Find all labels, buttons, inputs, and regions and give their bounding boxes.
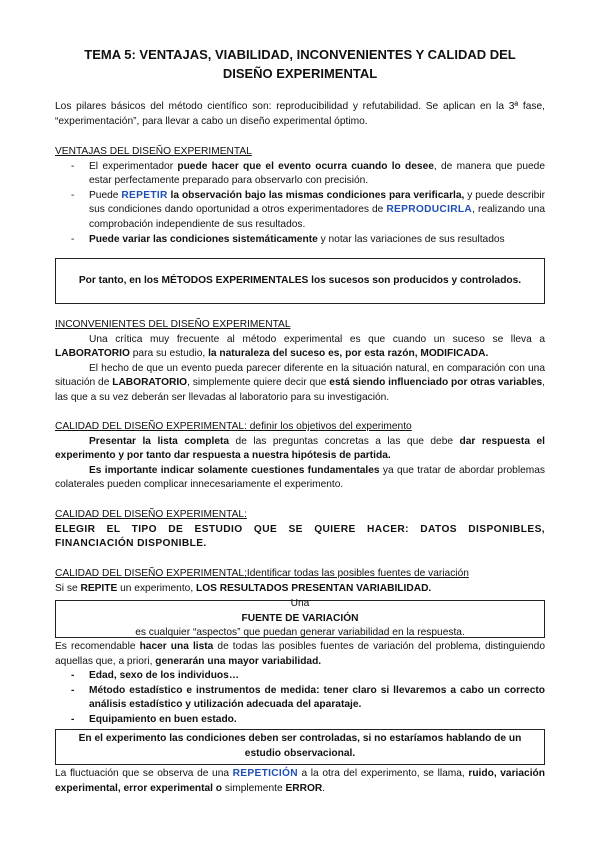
definition-box bbox=[55, 600, 545, 638]
calidad-objetivos-paragraph-2: Es importante indicar solamente cuestiones fundamentales ya que tratar de abordar problemas colaterales pueden complicar innecesariamente el experimento. bbox=[55, 464, 545, 491]
inconvenientes-paragraph-2: El hecho de que un evento pueda parecer diferente en la situación natural, en comparación con una situación de LABORATORIO, simplemente quiere decir que está siendo influenciado por otras variables, las que a su vez deberán ser llevadas al laboratorio para su investigación. bbox=[55, 362, 546, 403]
ventajas-list bbox=[55, 160, 545, 248]
calidad-variacion-section bbox=[55, 567, 545, 596]
inconvenientes-section bbox=[55, 318, 545, 406]
warning-box bbox=[55, 729, 545, 765]
final-paragraph: La fluctuación que se observa de una REPETICIÓN a la otra del experimento, se llama, ruido, variación experimental, error experimental o simplemente ERROR. bbox=[55, 768, 545, 794]
list-item: - Edad, sexo de los individuos… bbox=[55, 669, 545, 684]
fuentes-variacion-section bbox=[55, 640, 545, 728]
fuentes-variacion-list bbox=[55, 669, 545, 727]
fuentes-variacion-paragraph: Es recomendable hacer una lista de todas las posibles fuentes de variación del problema, distinguiendo aquellas que, a priori, generarán una mayor variabilidad. bbox=[55, 641, 545, 667]
ventajas-section bbox=[55, 145, 545, 247]
title-line-2: DISEÑO EXPERIMENTAL bbox=[222, 66, 378, 81]
warning-text: En el experimento las condiciones deben ser controladas, si no estaríamos hablando de un estudio observacional. bbox=[78, 733, 522, 759]
calidad-estudio-section bbox=[55, 508, 545, 552]
definition-text: Una FUENTE DE VARIACIÓN es cualquier “aspectos” que puedan generar variabilidad en la respuesta. bbox=[135, 598, 465, 639]
calidad-estudio-text: ELEGIR EL TIPO DE ESTUDIO QUE SE QUIERE HACER: DATOS DISPONIBLES, FINANCIACIÓN DISPONIBLE. bbox=[55, 523, 545, 550]
list-item: - El experimentador puede hacer que el evento ocurra cuando lo desee, de manera que puede estar perfectamente preparado para observarlo con precisión. bbox=[55, 160, 545, 189]
calidad-estudio-heading: CALIDAD DEL DISEÑO EXPERIMENTAL: bbox=[55, 509, 247, 520]
inconvenientes-heading: INCONVENIENTES DEL DISEÑO EXPERIMENTAL bbox=[55, 319, 291, 330]
ventajas-heading: VENTAJAS DEL DISEÑO EXPERIMENTAL bbox=[55, 146, 252, 157]
calidad-variacion-line: Si se REPITE un experimento, LOS RESULTADOS PRESENTAN VARIABILIDAD. bbox=[55, 582, 432, 594]
conclusion-text: Por tanto, en los MÉTODOS EXPERIMENTALES los sucesos son producidos y controlados. bbox=[78, 274, 522, 286]
calidad-variacion-heading: CALIDAD DEL DISEÑO EXPERIMENTAL;Identificar todas las posibles fuentes de variación bbox=[55, 568, 469, 579]
calidad-objetivos-heading: CALIDAD DEL DISEÑO EXPERIMENTAL: definir los objetivos del experimento bbox=[55, 421, 412, 432]
calidad-objetivos-paragraph-1: Presentar la lista completa de las preguntas concretas a las que debe dar respuesta el experimento y por tanto dar respuesta a nuestra hipótesis de partida. bbox=[55, 435, 545, 462]
list-item: - Equipamiento en buen estado. bbox=[55, 713, 545, 728]
calidad-objetivos-section bbox=[55, 420, 545, 493]
title-line-1: TEMA 5: VENTAJAS, VIABILIDAD, INCONVENIENTES Y CALIDAD DEL bbox=[84, 47, 516, 62]
inconvenientes-paragraph-1: Una crítica muy frecuente al método experimental es que cuando un suceso se lleva a LABORATORIO para su estudio, la naturaleza del suceso es, por esta razón, MODIFICADA. bbox=[55, 333, 545, 360]
list-item: - Método estadístico e instrumentos de medida: tener claro si llevaremos a cabo un correcto análisis estadístico y utilización adecuada del aparataje. bbox=[55, 684, 545, 713]
list-item: - Puede REPETIR la observación bajo las mismas condiciones para verificarla, y puede describir sus condiciones dando oportunidad a otros experimentadores de REPRODUCIRLA, realizando una comprobación independiente de sus resultados. bbox=[55, 189, 545, 233]
page-title bbox=[40, 45, 560, 83]
intro-paragraph: Los pilares básicos del método científico son: reproducibilidad y refutabilidad. Se aplican en la 3ª fase, “experimentación”, para llevar a cabo un diseño experimental óptimo. bbox=[55, 101, 545, 127]
conclusion-box bbox=[55, 258, 545, 304]
list-item: - Puede variar las condiciones sistemáticamente y notar las variaciones de sus resultados bbox=[55, 233, 545, 248]
